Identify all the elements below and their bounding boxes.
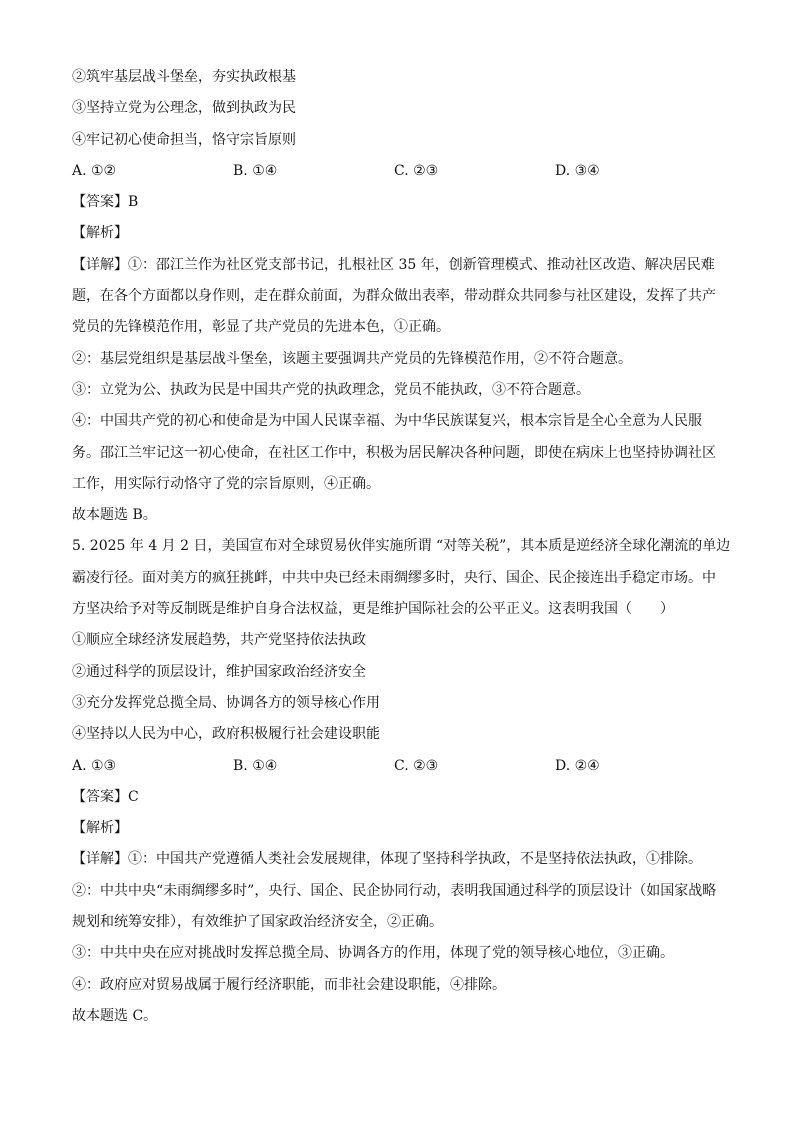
q5-answer xyxy=(72,782,727,813)
q5-answer-label: 【答案】 xyxy=(72,788,128,805)
q4-option-d: D. ③④ xyxy=(555,162,600,179)
q5-answer-value: C xyxy=(128,788,139,805)
q4-detail-label: 【详解】 xyxy=(72,256,128,273)
q5-statement-4: ④坚持以人民为中心，政府积极履行社会建设职能 xyxy=(72,726,380,743)
q4-detail-line: ②：基层党组织是基层战斗堡垒，该题主要强调共产党员的先锋模范作用，②不符合题意。 xyxy=(72,350,632,367)
q5-stem-line: 方坚决给予对等反制既是维护自身合法权益，更是维护国际社会的公平正义。这表明我国（ ） xyxy=(72,601,674,618)
q5-detail-line: 规划和统筹安排），有效维护了国家政治经济安全，②正确。 xyxy=(72,914,443,931)
q4-statement-2: ②筑牢基层战斗堡垒，夯实执政根基 xyxy=(72,69,296,85)
q5-statement-3: ③充分发挥党总揽全局、协调各方的领导核心作用 xyxy=(72,694,380,711)
q4-option-c: C. ②③ xyxy=(394,162,439,179)
q4-statement-4: ④牢记初心使命担当，恪守宗旨原则 xyxy=(72,131,296,148)
q4-detail-line: 务。邵江兰牢记这一初心使命，在社区工作中，积极为居民解决各种问题，即使在病床上也坚持协调社区 xyxy=(72,444,716,461)
q4-detail-line: ④：中国共产党的初心和使命是为中国人民谋幸福、为中华民族谋复兴，根本宗旨是全心全意为人民服 xyxy=(72,413,702,430)
document-page xyxy=(72,62,731,1032)
q4-analysis-label: 【解析】 xyxy=(72,225,128,242)
q5-option-c: C. ②③ xyxy=(394,757,439,774)
q4-options xyxy=(72,156,727,187)
q4-conclusion: 故本题选 B。 xyxy=(72,507,157,524)
q5-detail-line: ②：中共中央“未雨绸缪多时”，央行、国企、民企协同行动，表明我国通过科学的顶层设计（如国家战略 xyxy=(72,882,717,899)
q5-detail-line: ③：中共中央在应对挑战时发挥总揽全局、协调各方的作用，体现了党的领导核心地位，③正确。 xyxy=(72,945,674,962)
q4-option-b: B. ①④ xyxy=(233,162,278,179)
q4-detail-line: 题，在各个方面都以身作则，走在群众前面，为群众做出表率，带动群众共同参与社区建设，发挥了共产 xyxy=(72,288,716,305)
q4-statement-3: ③坚持立党为公理念，做到执政为民 xyxy=(72,100,296,117)
q4-detail-line: 党员的先锋模范作用，彰显了共产党员的先进本色，①正确。 xyxy=(72,319,450,336)
q4-answer-label: 【答案】 xyxy=(72,194,128,211)
q5-analysis-label: 【解析】 xyxy=(72,820,128,837)
q4-detail-text: ①：邵江兰作为社区党支部书记，扎根社区 35 年，创新管理模式、推动社区改造、解决居民难 xyxy=(128,256,715,273)
q4-detail-line xyxy=(72,250,727,281)
q5-statement-1: ①顺应全球经济发展趋势，共产党坚持依法执政 xyxy=(72,632,366,649)
q4-option-a: A. ①② xyxy=(72,162,117,179)
q5-detail-label: 【详解】 xyxy=(72,851,128,868)
q4-detail-line: ③：立党为公、执政为民是中国共产党的执政理念，党员不能执政，③不符合题意。 xyxy=(72,381,590,398)
q5-options xyxy=(72,751,727,782)
q5-detail-line xyxy=(72,844,727,875)
q5-detail-line: ④：政府应对贸易战属于履行经济职能，而非社会建设职能，④排除。 xyxy=(72,976,506,993)
q4-answer xyxy=(72,187,727,218)
q4-answer-value: B xyxy=(128,194,139,211)
q5-stem-line: 5. 2025 年 4 月 2 日，美国宣布对全球贸易伙伴实施所谓 “对等关税”，其本质是逆经济全球化潮流的单边 xyxy=(72,538,731,555)
q5-option-b: B. ①④ xyxy=(233,757,278,774)
q5-stem-line: 霸凌行径。面对美方的疯狂挑衅，中共中央已经未雨绸缪多时，央行、国企、民企接连出手稳定市场。中 xyxy=(72,569,716,586)
q5-conclusion: 故本题选 C。 xyxy=(72,1007,158,1024)
q5-option-d: D. ②④ xyxy=(555,757,600,774)
q4-detail-line: 工作，用实际行动恪守了党的宗旨原则，④正确。 xyxy=(72,475,380,492)
q5-option-a: A. ①③ xyxy=(72,757,117,774)
q5-statement-2: ②通过科学的顶层设计，维护国家政治经济安全 xyxy=(72,663,366,680)
q5-detail-text: ①：中国共产党遵循人类社会发展规律，体现了坚持科学执政，不是坚持依法执政，①排除。 xyxy=(128,851,702,868)
